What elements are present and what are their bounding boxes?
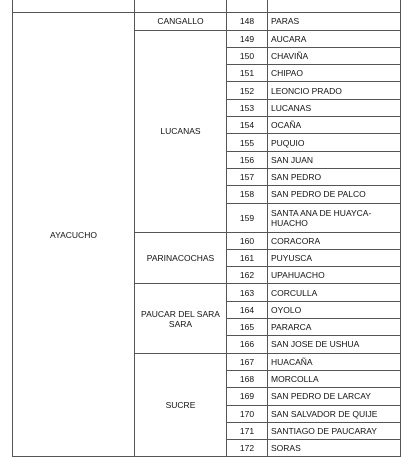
document-table-wrapper	[12, 0, 400, 457]
district-name-cell: UPAHUACHO	[268, 267, 401, 284]
district-name-cell: AUCARA	[268, 30, 401, 47]
province-cell: PARINACOCHAS	[135, 232, 227, 284]
district-name-cell: SAN JOSE DE USHUA	[268, 336, 401, 353]
province-cell: SUCRE	[135, 353, 227, 457]
top-edge-cell	[268, 0, 401, 13]
district-number-cell: 155	[227, 134, 268, 151]
district-name-cell: CHIPAO	[268, 65, 401, 82]
district-number-cell: 171	[227, 422, 268, 439]
top-edge-cell	[13, 0, 135, 13]
district-name-cell: OCAÑA	[268, 117, 401, 134]
district-name-cell: LEONCIO PRADO	[268, 82, 401, 99]
province-cell: CANGALLO	[135, 13, 227, 30]
district-number-cell: 161	[227, 249, 268, 266]
district-number-cell: 167	[227, 353, 268, 370]
district-number-cell: 162	[227, 267, 268, 284]
district-name-cell: CHAVIÑA	[268, 47, 401, 64]
district-number-cell: 156	[227, 151, 268, 168]
district-number-cell: 153	[227, 99, 268, 116]
district-number-cell: 166	[227, 336, 268, 353]
district-number-cell: 148	[227, 13, 268, 30]
district-number-cell: 154	[227, 117, 268, 134]
district-number-cell: 157	[227, 168, 268, 185]
district-number-cell: 149	[227, 30, 268, 47]
district-number-cell: 168	[227, 370, 268, 387]
district-number-cell: 151	[227, 65, 268, 82]
district-number-cell: 169	[227, 388, 268, 405]
district-number-cell: 164	[227, 301, 268, 318]
top-edge-cell	[227, 0, 268, 13]
district-name-cell: PUQUIO	[268, 134, 401, 151]
district-number-cell: 163	[227, 284, 268, 301]
district-name-cell: SANTA ANA DE HUAYCA-HUACHO	[268, 203, 401, 232]
district-number-cell: 160	[227, 232, 268, 249]
province-cell: LUCANAS	[135, 30, 227, 232]
district-name-cell: OYOLO	[268, 301, 401, 318]
district-name-cell: SAN JUAN	[268, 151, 401, 168]
table-top-edge-row	[13, 0, 401, 13]
district-name-cell: PARAS	[268, 13, 401, 30]
districts-table-body	[13, 0, 401, 457]
district-name-cell: CORACORA	[268, 232, 401, 249]
department-cell: AYACUCHO	[13, 13, 135, 457]
district-name-cell: SAN PEDRO DE PALCO	[268, 186, 401, 203]
district-name-cell: SAN PEDRO DE LARCAY	[268, 388, 401, 405]
district-number-cell: 158	[227, 186, 268, 203]
districts-table	[12, 0, 401, 457]
district-name-cell: PUYUSCA	[268, 249, 401, 266]
district-number-cell: 150	[227, 47, 268, 64]
district-name-cell: CORCULLA	[268, 284, 401, 301]
district-name-cell: SAN SALVADOR DE QUIJE	[268, 405, 401, 422]
district-name-cell: PARARCA	[268, 319, 401, 336]
district-number-cell: 159	[227, 203, 268, 232]
district-name-cell: LUCANAS	[268, 99, 401, 116]
district-number-cell: 165	[227, 319, 268, 336]
district-name-cell: SAN PEDRO	[268, 168, 401, 185]
district-number-cell: 172	[227, 440, 268, 457]
top-edge-cell	[135, 0, 227, 13]
table-row	[13, 13, 401, 30]
province-cell: PAUCAR DEL SARA SARA	[135, 284, 227, 353]
district-number-cell: 170	[227, 405, 268, 422]
district-number-cell: 152	[227, 82, 268, 99]
district-name-cell: MORCOLLA	[268, 370, 401, 387]
district-name-cell: HUACAÑA	[268, 353, 401, 370]
district-name-cell: SANTIAGO DE PAUCARAY	[268, 422, 401, 439]
district-name-cell: SORAS	[268, 440, 401, 457]
